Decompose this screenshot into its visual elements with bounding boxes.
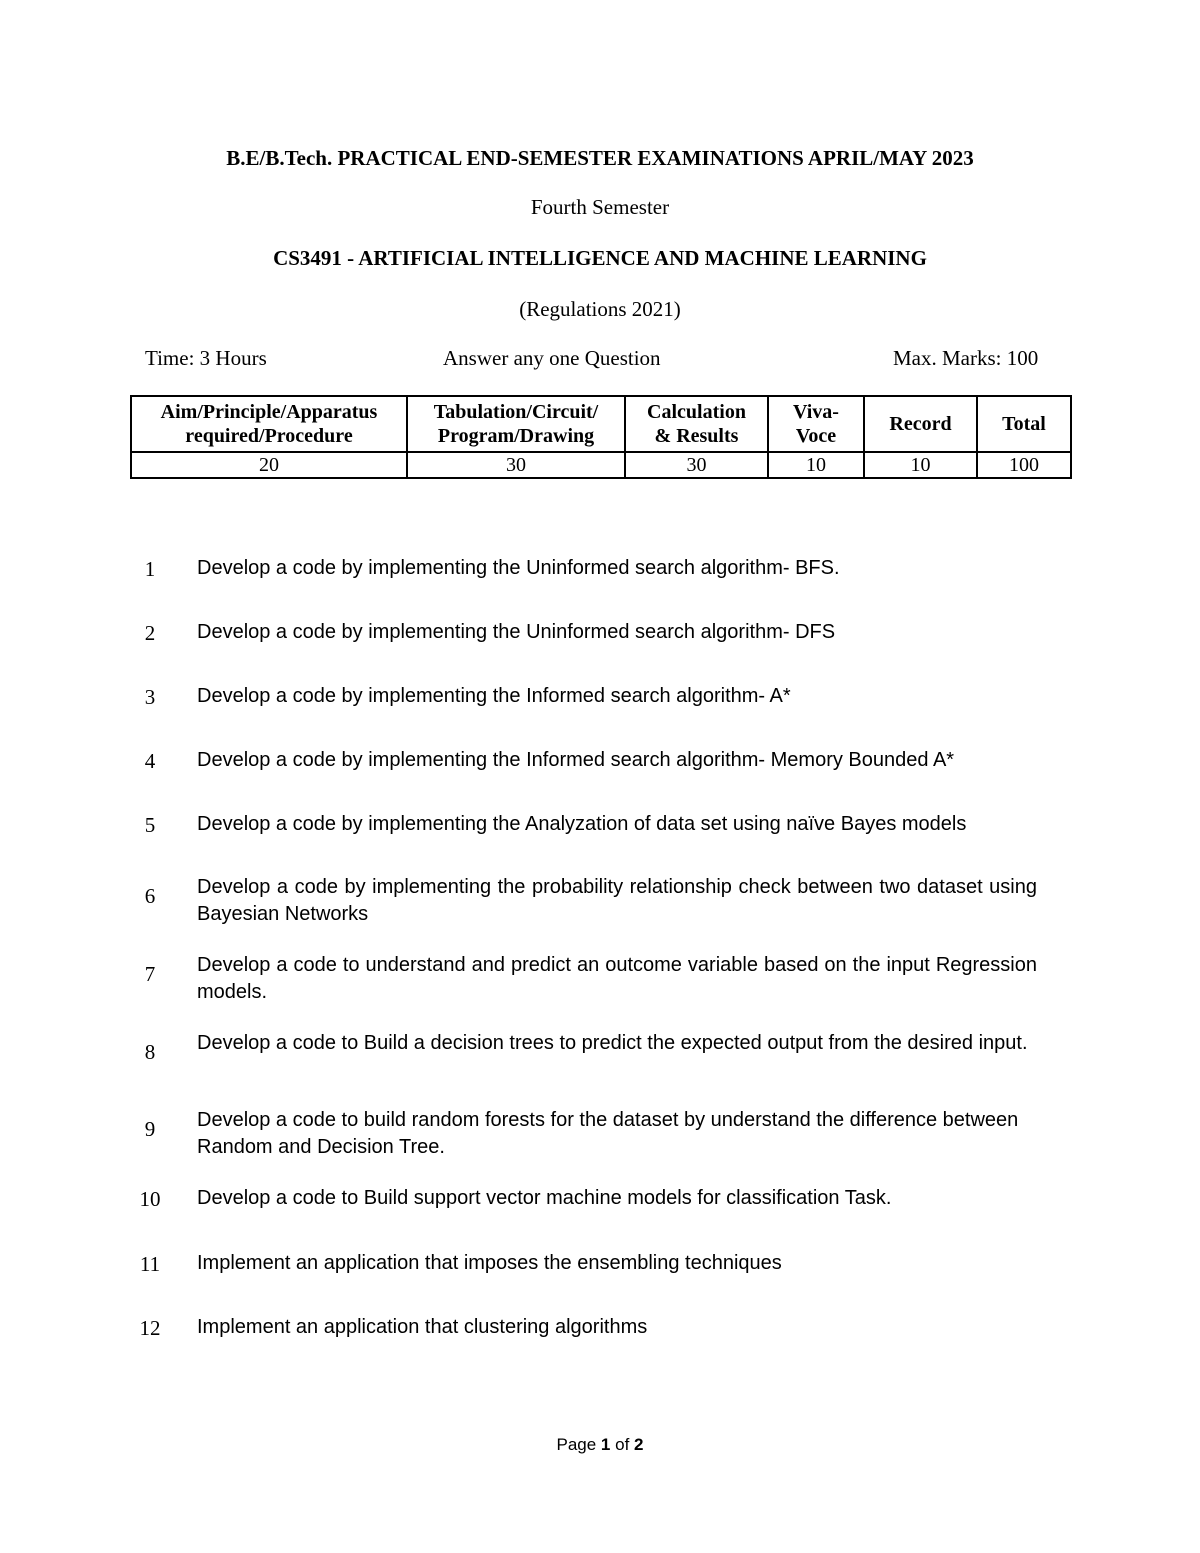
course-title: CS3491 - ARTIFICIAL INTELLIGENCE AND MACHINE LEARNING — [273, 246, 927, 270]
question-text: Develop a code by implementing the Uninformed search algorithm- BFS. — [197, 557, 840, 579]
question-number: 12 — [139, 1316, 161, 1340]
marks-value-cell: 20 — [131, 452, 407, 478]
footer-of-word: of — [615, 1435, 630, 1454]
marks-header-cell: Total — [977, 396, 1071, 452]
regulations-label: (Regulations 2021) — [519, 297, 681, 321]
exam-title: B.E/B.Tech. PRACTICAL END-SEMESTER EXAMINATIONS APRIL/MAY 2023 — [226, 146, 974, 170]
question-number: 3 — [144, 685, 156, 709]
marks-value-cell: 100 — [977, 452, 1071, 478]
marks-value-row — [131, 452, 1071, 478]
time-label: Time: 3 Hours — [145, 346, 267, 370]
marks-value-cell: 30 — [625, 452, 768, 478]
question-text: Develop a code by implementing the Informed search algorithm- Memory Bounded A* — [197, 749, 955, 771]
footer-total-pages: 2 — [634, 1435, 644, 1454]
footer-current-page: 1 — [600, 1435, 611, 1454]
question-number: 7 — [144, 962, 156, 986]
question-number: 6 — [144, 884, 156, 908]
question-text: Develop a code to build random forests for the dataset by understand the difference between Random and Decision Tree. — [197, 1109, 1019, 1158]
instruction-label: Answer any one Question — [443, 346, 661, 370]
marks-value-cell: 10 — [768, 452, 864, 478]
marks-header-row — [131, 396, 1071, 452]
question-text: Develop a code by implementing the probability relationship check between two dataset using Bayesian Networks — [197, 876, 1037, 925]
question-text: Develop a code to Build a decision trees to predict the expected output from the desired input. — [197, 1032, 1028, 1054]
marks-header-cell: Tabulation/Circuit/ Program/Drawing — [407, 396, 625, 452]
question-number: 2 — [144, 621, 156, 645]
question-number: 4 — [144, 749, 156, 773]
question-number: 10 — [139, 1187, 161, 1211]
question-number: 9 — [144, 1117, 156, 1141]
footer-page-word: Page — [556, 1435, 597, 1454]
marks-header-cell: Viva- Voce — [768, 396, 864, 452]
question-text: Develop a code by implementing the Uninformed search algorithm- DFS — [197, 621, 836, 643]
marks-header-cell: Calculation & Results — [625, 396, 768, 452]
question-text: Implement an application that imposes the ensembling techniques — [197, 1252, 782, 1274]
question-text: Develop a code by implementing the Analyzation of data set using naïve Bayes models — [197, 813, 967, 835]
semester-label: Fourth Semester — [530, 195, 670, 219]
page-footer — [0, 1433, 1200, 1457]
marks-value-cell: 10 — [864, 452, 977, 478]
question-text: Implement an application that clustering algorithms — [197, 1316, 648, 1338]
question-text: Develop a code by implementing the Informed search algorithm- A* — [197, 685, 791, 707]
question-number: 5 — [144, 813, 156, 837]
max-marks-label: Max. Marks: 100 — [893, 346, 1039, 370]
question-number: 1 — [144, 557, 156, 581]
question-number: 11 — [139, 1252, 161, 1276]
marks-table — [130, 395, 1072, 479]
question-number: 8 — [144, 1040, 156, 1064]
marks-header-cell: Record — [864, 396, 977, 452]
question-text: Develop a code to understand and predict an outcome variable based on the input Regression models. — [197, 954, 1037, 1003]
question-text: Develop a code to Build support vector machine models for classification Task. — [197, 1187, 892, 1209]
marks-value-cell: 30 — [407, 452, 625, 478]
marks-header-cell: Aim/Principle/Apparatus required/Procedure — [131, 396, 407, 452]
